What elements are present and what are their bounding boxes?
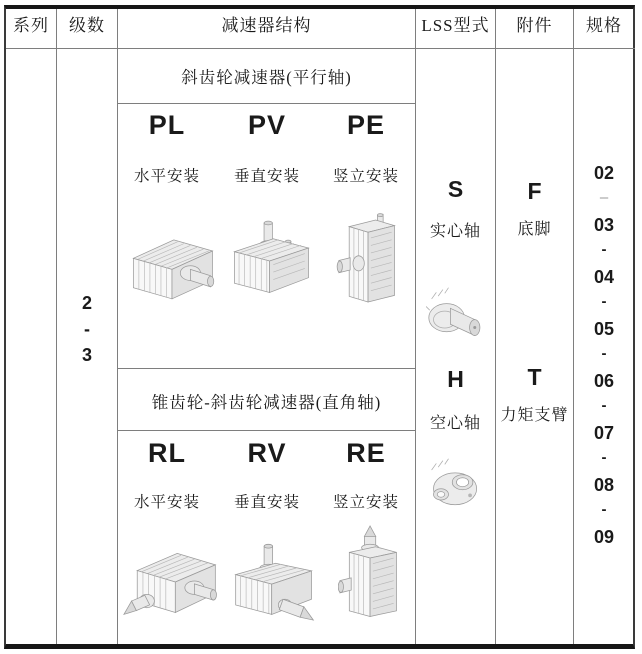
header-spec: 规格: [586, 16, 622, 35]
header-series: 系列: [13, 16, 49, 35]
spec-item: 08: [593, 475, 615, 495]
header-lss-type: LSS型式: [421, 16, 490, 35]
variant-code-pl: PL: [148, 110, 186, 140]
spec-item: 05: [593, 319, 615, 339]
column-divider-stages-structure: [117, 9, 118, 644]
right-angle-section-title: 锥齿轮-斜齿轮减速器(直角轴): [151, 393, 382, 412]
rl-horizontal-reducer-icon: [122, 534, 222, 630]
section-divider: [117, 368, 415, 369]
column-divider-lss-accessories: [495, 9, 496, 644]
variant-mounting-pv: 垂直安装: [233, 168, 300, 185]
spec-item: 07: [593, 423, 615, 443]
variant-code-pe: PE: [346, 110, 386, 140]
rv-vertical-reducer-icon: [230, 536, 320, 636]
lss-label-s: 实心轴: [429, 223, 481, 240]
variant-mounting-re: 竖立安装: [332, 494, 399, 511]
variant-code-rv: RV: [247, 438, 287, 468]
header-stages: 级数: [69, 16, 105, 35]
pe-upright-reducer-icon: [336, 210, 402, 312]
spec-separator: –: [599, 189, 609, 206]
spec-item: 02: [593, 163, 615, 183]
stages-value: [57, 290, 117, 368]
re-upright-reducer-icon: [338, 520, 404, 630]
right-angle-title-divider: [117, 430, 415, 431]
column-divider-structure-lss: [415, 9, 416, 644]
parallel-section-title: 斜齿轮减速器(平行轴): [181, 68, 352, 87]
accessory-label-t: 力矩支臂: [500, 407, 569, 424]
accessory-code-t: T: [527, 364, 542, 390]
variant-mounting-rl: 水平安装: [133, 494, 200, 511]
accessory-label-f: 底脚: [517, 221, 552, 238]
variant-mounting-pl: 水平安装: [133, 168, 200, 185]
parallel-title-divider: [117, 103, 415, 104]
header-accessories: 附件: [516, 16, 553, 35]
spec-item: 09: [593, 527, 615, 547]
variant-code-rl: RL: [148, 438, 186, 468]
spec-separator: -: [601, 241, 607, 258]
solid-shaft-icon: [426, 278, 486, 348]
spec-separator: -: [601, 449, 607, 466]
spec-separator: -: [601, 397, 607, 414]
pl-horizontal-reducer-icon: [126, 228, 218, 308]
spec-item: 03: [593, 215, 615, 235]
spec-separator: -: [601, 293, 607, 310]
header-structure: 减速器结构: [221, 16, 312, 35]
variant-mounting-pe: 竖立安装: [332, 168, 399, 185]
stages-value-bottom: 3: [81, 345, 92, 365]
variant-mounting-rv: 垂直安装: [233, 494, 300, 511]
spec-range-list: [574, 160, 634, 550]
lss-code-s: S: [447, 176, 464, 202]
variant-code-pv: PV: [247, 110, 287, 140]
spec-separator: -: [601, 501, 607, 518]
pv-vertical-reducer-icon: [227, 212, 315, 310]
spec-separator: -: [601, 345, 607, 362]
hollow-shaft-icon: [426, 452, 486, 518]
stages-value-top: 2: [81, 293, 92, 313]
stages-value-separator: -: [84, 319, 90, 339]
spec-item: 04: [593, 267, 615, 287]
header-row-divider: [6, 48, 635, 49]
accessory-code-f: F: [527, 178, 542, 204]
spec-item: 06: [593, 371, 615, 391]
lss-label-h: 空心轴: [429, 415, 481, 432]
variant-code-re: RE: [346, 438, 386, 468]
lss-code-h: H: [447, 366, 464, 392]
